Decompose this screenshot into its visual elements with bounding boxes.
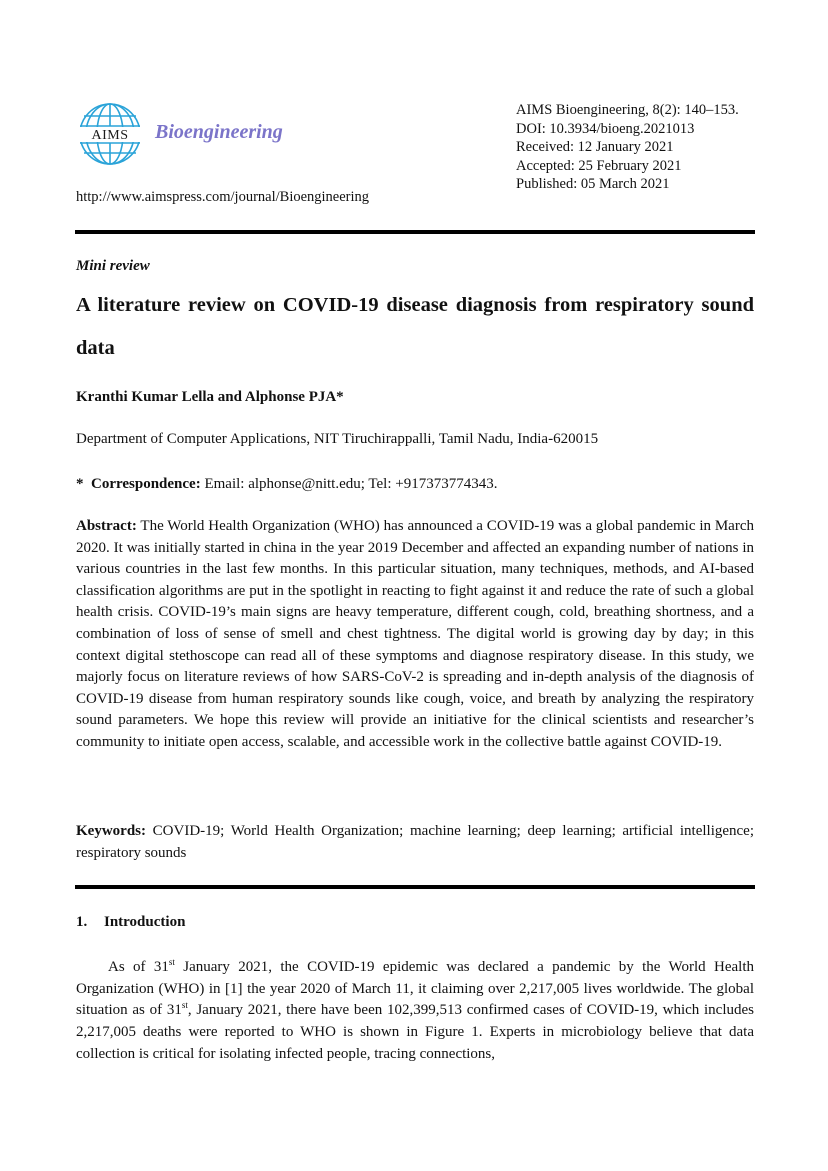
accepted-date: Accepted: 25 February 2021 — [516, 157, 682, 174]
keywords-label: Keywords: — [76, 823, 146, 839]
section-heading — [76, 914, 185, 931]
received-date: Received: 12 January 2021 — [516, 139, 674, 155]
authors: Kranthi Kumar Lella and Alphonse PJA* — [76, 389, 344, 405]
abstract-divider — [75, 885, 755, 889]
superscript-st-1: st — [168, 957, 175, 967]
article-type: Mini review — [76, 258, 150, 274]
correspondence-label: Correspondence: — [91, 476, 201, 492]
journal-url[interactable]: http://www.aimspress.com/journal/Bioengineering — [76, 189, 370, 205]
keywords-text: COVID-19; World Health Organization; machine learning; deep learning; artificial intelligence; respiratory sounds — [76, 823, 754, 861]
intro-text-1: As of 31 — [108, 959, 169, 975]
published-date: Published: 05 March 2021 — [516, 176, 670, 192]
abstract-label: Abstract: — [76, 518, 137, 534]
correspondence — [76, 476, 497, 493]
journal-brand: Bioengineering — [155, 121, 283, 143]
abstract-text: The World Health Organization (WHO) has announced a COVID-19 was a global pandemic in March 2020. It was initially started in china in the year 2019 December and affected an expanding number of nations in various countries in the last few months. In this particular situation, many techniques, methods, and AI-based classification algorithms are put in the spotlight in reacting to fight against it and reduce the rate of such a global health crisis. COVID-19’s main signs are heavy temperature, different cough, cold, breathing shortness, and a combination of loss of sense of smell and chest tightness. The digital world is growing day by day; in this context digital stethoscope can read all of these symptoms and diagnose respiratory disease. In this study, we majorly focus on literature reviews of how SARS-CoV-2 is spreading and in-depth analysis of the diagnosis of COVID-19 disease from human respiratory sounds like cough, voice, and breath by analyzing the respiratory sound parameters. We hope this review will provide an initiative for the clinical scientists and researcher’s community to initiate open access, scalable, and accessible work in the collective battle against COVID-19. — [76, 518, 754, 750]
journal-metadata — [516, 101, 739, 194]
correspondence-text: Email: alphonse@nitt.edu; Tel: +917373774343. — [204, 476, 498, 492]
article-title: A literature review on COVID-19 disease diagnosis from respiratory sound data — [76, 294, 754, 359]
intro-text-2: January 2021, the COVID-19 epidemic was declared a pandemic by the World Health Organization (WHO) in [1] the year 2020 of March 11, it claiming over 2,217,005 lives worldwide. The global situation as of 31 — [76, 959, 754, 1019]
intro-text-3: , January 2021, there have been 102,399,513 confirmed cases of COVID-19, which includes 2,217,005 deaths were reported to WHO is shown in Figure 1. Experts in microbiology believe that data collection is critical for isolating infected people, tracing connections, — [76, 1002, 755, 1062]
section-number: 1. — [76, 914, 88, 930]
affiliation: Department of Computer Applications, NIT Tiruchirappalli, Tamil Nadu, India-620015 — [76, 431, 599, 447]
aims-globe-logo — [76, 100, 144, 168]
section-title: Introduction — [104, 914, 186, 930]
superscript-st-2: st — [181, 1000, 188, 1011]
intro-paragraph — [76, 957, 754, 1066]
header-divider — [75, 230, 755, 234]
correspondence-star: * — [76, 476, 84, 492]
journal-citation: AIMS Bioengineering, 8(2): 140–153. — [516, 102, 739, 118]
doi[interactable]: DOI: 10.3934/bioeng.2021013 — [516, 120, 695, 137]
keywords — [76, 821, 754, 864]
svg-text:AIMS: AIMS — [91, 128, 129, 143]
abstract — [76, 516, 754, 754]
